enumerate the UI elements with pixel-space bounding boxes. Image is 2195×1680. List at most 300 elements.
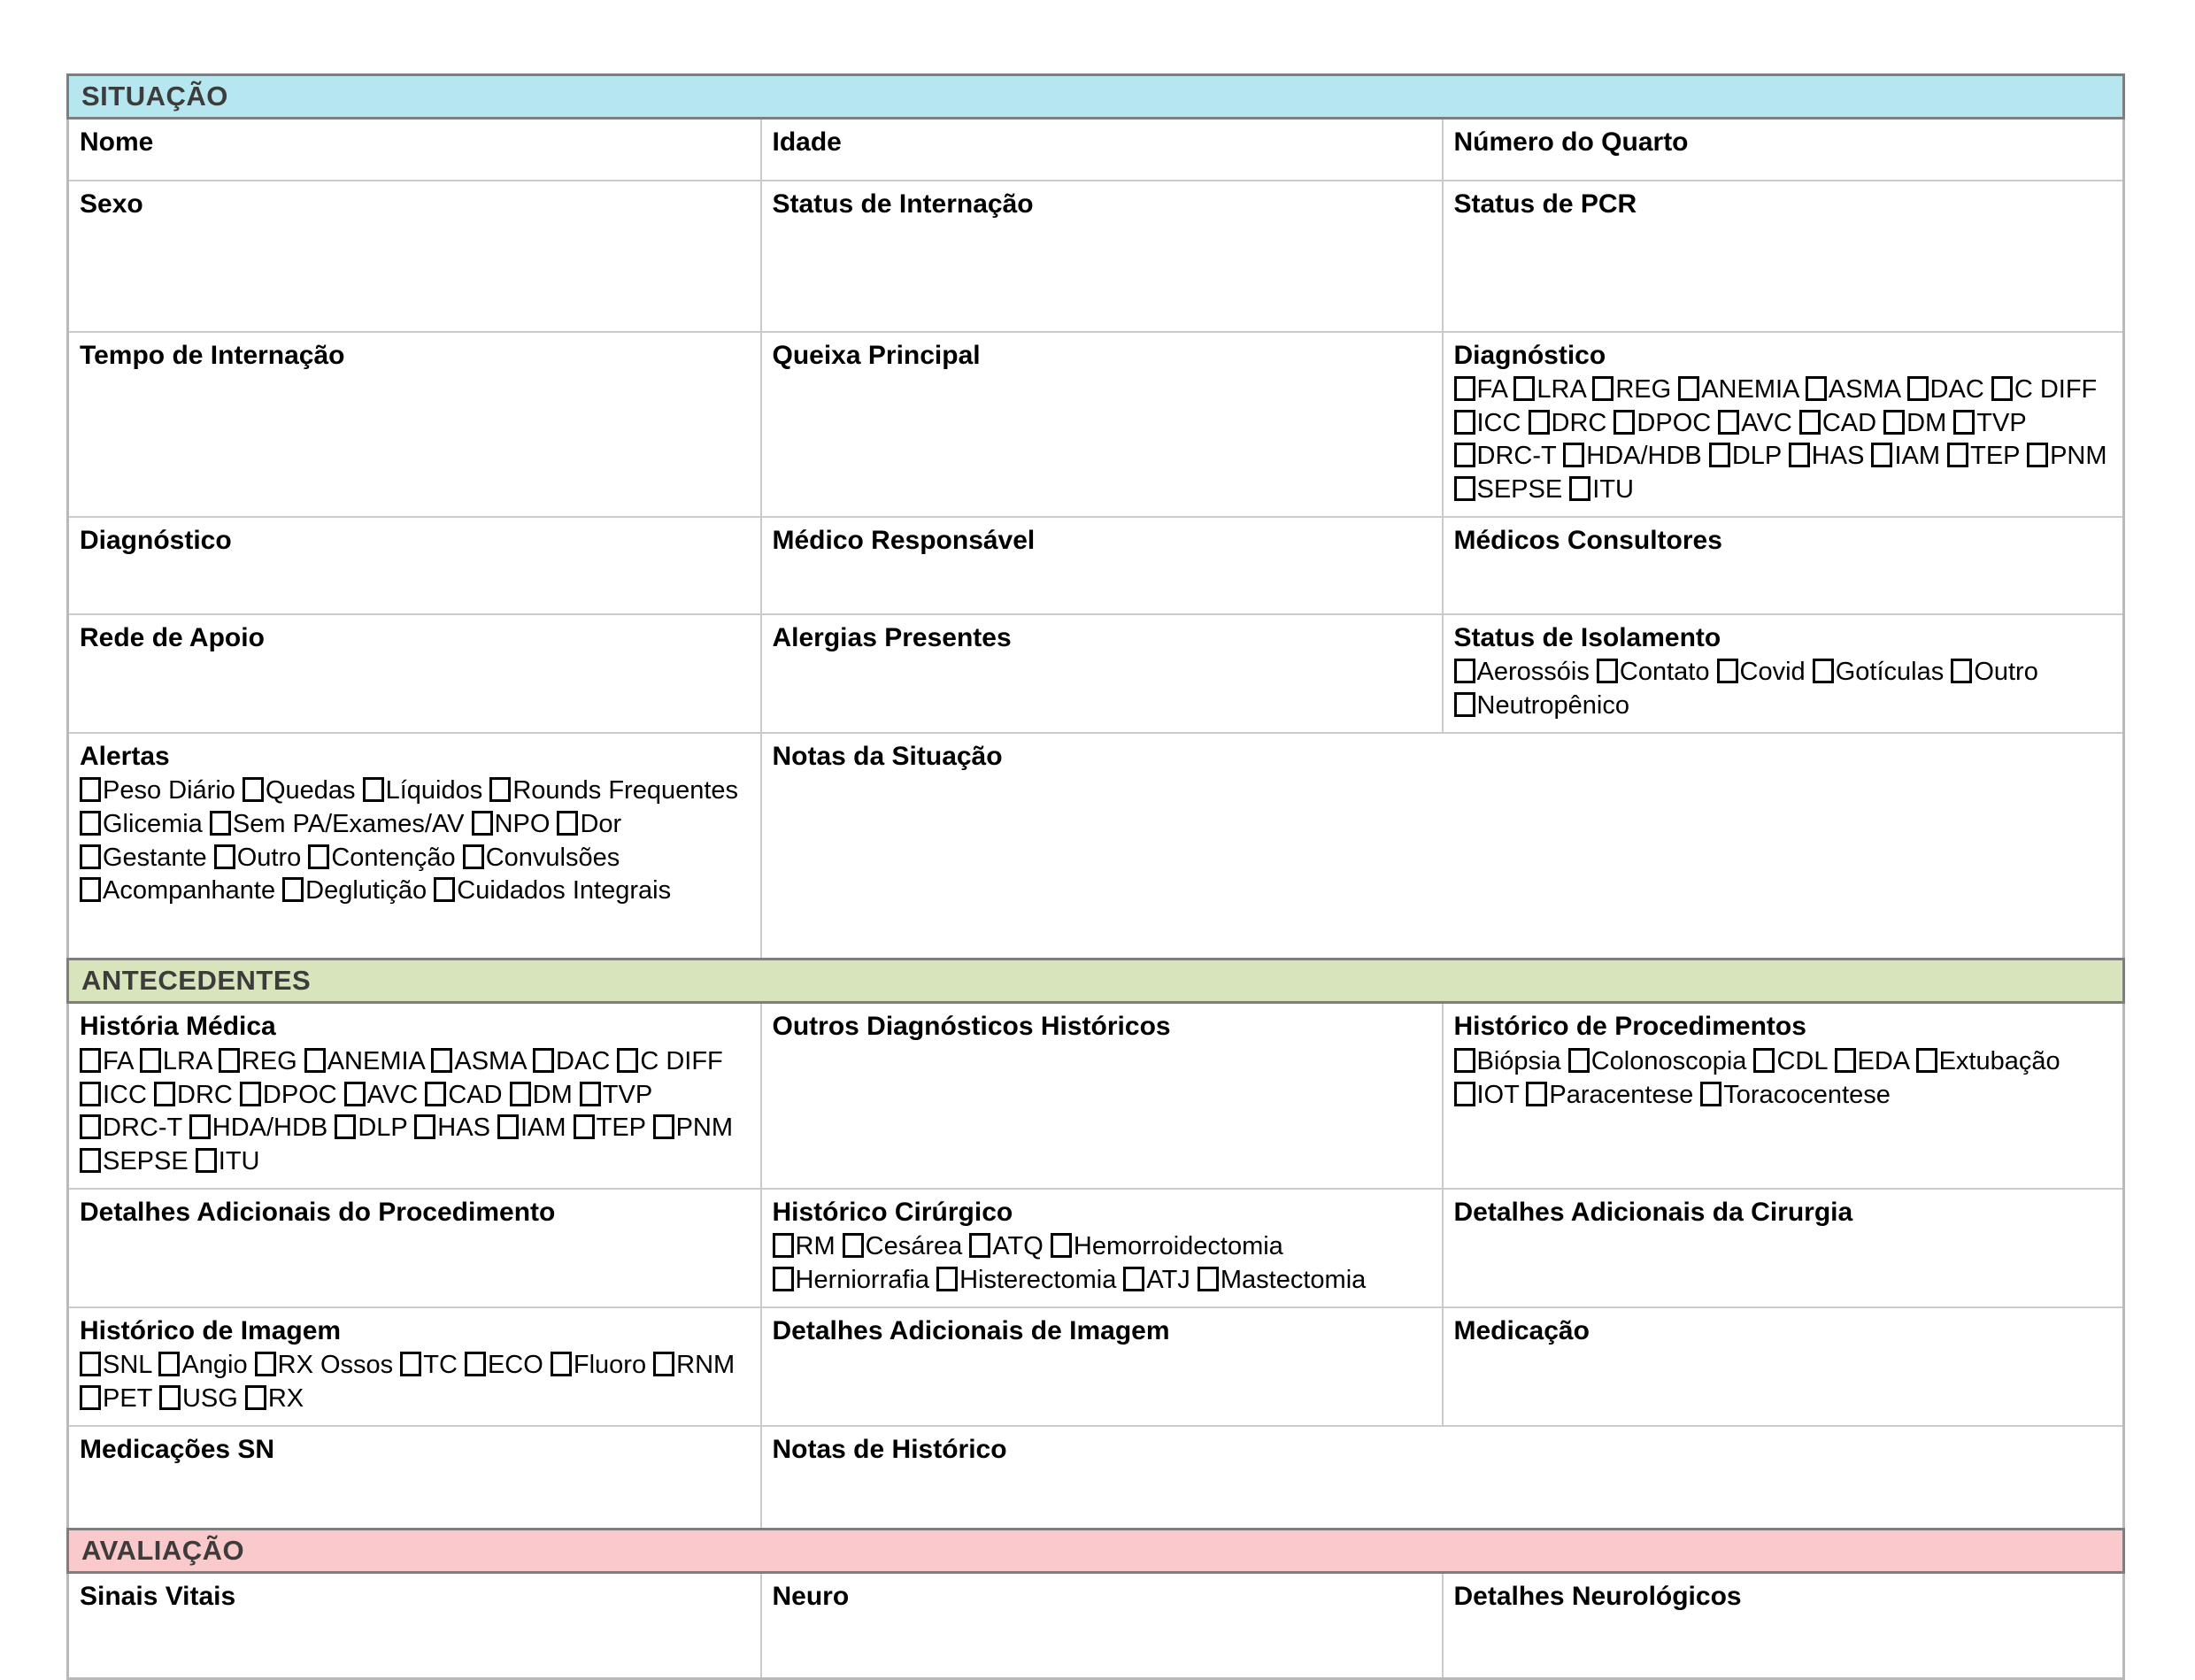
checkbox-icon[interactable] <box>1529 410 1550 435</box>
field-label: Notas de Histórico <box>772 1434 1007 1464</box>
checkbox-icon[interactable] <box>335 1114 356 1139</box>
checkbox-label: Peso Diário <box>103 776 235 805</box>
checkbox-label: Outro <box>1974 658 2038 687</box>
checkbox-option[interactable] <box>434 876 671 905</box>
field-label: Sinais Vitais <box>80 1582 236 1612</box>
checkbox-label: ASMA <box>454 1046 526 1075</box>
checkbox-option[interactable] <box>1806 375 1900 404</box>
checkbox-option[interactable] <box>472 810 551 838</box>
checkbox-label: DM <box>532 1080 573 1109</box>
checkbox-label: DLP <box>1731 442 1782 471</box>
checkbox-label: Fluoro <box>573 1351 647 1380</box>
cell-diagnostico[interactable] <box>68 517 761 614</box>
checkbox-label: Paracentese <box>1549 1080 1694 1109</box>
checkbox-icon[interactable] <box>1947 443 1968 467</box>
checkbox-option[interactable] <box>1569 475 1634 504</box>
checkbox-option[interactable] <box>414 1114 490 1142</box>
checkbox-icon[interactable] <box>1454 376 1475 401</box>
checkbox-icon[interactable] <box>80 1385 101 1410</box>
checkbox-icon[interactable] <box>653 1352 674 1376</box>
checkbox-option[interactable] <box>159 1384 238 1413</box>
checkbox-option[interactable] <box>1883 409 1946 437</box>
field-label: Status de Isolamento <box>1453 622 1721 652</box>
checkbox-icon[interactable] <box>1813 659 1834 683</box>
field-label: Status de Internação <box>772 189 1034 219</box>
checkbox-option[interactable] <box>335 1114 407 1142</box>
checkbox-label: AVC <box>366 1080 419 1109</box>
checkbox-option[interactable] <box>1526 1081 1693 1109</box>
checkbox-icon[interactable] <box>400 1352 421 1376</box>
checkbox-label: LRA <box>1536 375 1586 405</box>
checkbox-icon[interactable] <box>1454 410 1475 435</box>
field-label: Detalhes Adicionais de Imagem <box>772 1315 1170 1345</box>
checkbox-label: Dor <box>580 810 622 839</box>
checkbox-option[interactable] <box>1592 375 1671 404</box>
checkbox-label: Gestante <box>103 843 207 872</box>
cell-alertas[interactable] <box>68 733 761 959</box>
checkbox-option[interactable] <box>344 1081 418 1109</box>
cell-diagnostico-checklist[interactable] <box>1443 332 2124 517</box>
checkbox-icon[interactable] <box>551 1352 572 1376</box>
checkbox-option[interactable] <box>580 1081 652 1109</box>
checkbox-option[interactable] <box>1454 1081 1520 1109</box>
checkbox-option[interactable] <box>1753 1047 1827 1075</box>
checkbox-option[interactable] <box>196 1147 260 1175</box>
checkbox-label: RNM <box>676 1351 736 1380</box>
checkbox-option[interactable] <box>1991 375 2097 404</box>
checkbox-label: ITU <box>1592 475 1634 505</box>
checkbox-option[interactable] <box>80 844 207 872</box>
cell-outros-diagnosticos-historicos[interactable] <box>761 1003 1443 1189</box>
field-label: Número do Quarto <box>1453 127 1689 157</box>
cell-nome[interactable] <box>68 119 761 181</box>
cell-notas-situacao[interactable] <box>761 733 2124 959</box>
checkbox-option[interactable] <box>80 810 203 838</box>
field-label: Queixa Principal <box>772 340 981 370</box>
checkbox-icon[interactable] <box>240 1082 261 1106</box>
checkbox-icon[interactable] <box>1907 376 1929 401</box>
checkbox-icon[interactable] <box>1709 443 1730 467</box>
checkbox-option[interactable] <box>304 1047 425 1075</box>
checkbox-icon[interactable] <box>463 844 484 869</box>
cell-detalhes-neurologicos[interactable] <box>1443 1573 2124 1679</box>
checkbox-option[interactable] <box>425 1081 502 1109</box>
checkbox-icon[interactable] <box>414 1114 435 1139</box>
checkbox-icon[interactable] <box>1883 410 1905 435</box>
checkbox-label: Quedas <box>265 776 356 805</box>
checkbox-list <box>1454 656 2113 722</box>
checkbox-icon[interactable] <box>434 877 455 902</box>
checkbox-icon[interactable] <box>1753 1048 1775 1073</box>
checkbox-icon[interactable] <box>1991 376 2013 401</box>
checkbox-label: ANEMIA <box>327 1046 425 1075</box>
field-label: Detalhes Adicionais do Procedimento <box>80 1197 556 1227</box>
checkbox-label: DPOC <box>262 1080 337 1109</box>
checkbox-icon[interactable] <box>1051 1233 1072 1258</box>
checkbox-option[interactable] <box>574 1114 646 1142</box>
checkbox-option[interactable] <box>282 876 427 905</box>
checkbox-label: ATQ <box>992 1232 1044 1261</box>
checkbox-icon[interactable] <box>344 1082 366 1106</box>
checkbox-option[interactable] <box>1916 1047 2060 1075</box>
checkbox-icon[interactable] <box>159 1385 181 1410</box>
checkbox-icon[interactable] <box>1718 410 1739 435</box>
checkbox-icon[interactable] <box>1951 659 1972 683</box>
checkbox-label: DAC <box>556 1046 611 1075</box>
checkbox-label: DPOC <box>1637 408 1712 437</box>
checkbox-icon[interactable] <box>472 811 493 836</box>
checkbox-option[interactable] <box>1123 1266 1190 1294</box>
cell-historico-procedimentos[interactable] <box>1443 1003 2124 1189</box>
cell-neuro[interactable] <box>761 1573 1443 1679</box>
checkbox-option[interactable] <box>969 1232 1043 1260</box>
checkbox-icon[interactable] <box>80 1114 101 1139</box>
checkbox-label: C DIFF <box>640 1046 723 1075</box>
field-label: Notas da Situação <box>772 741 1003 771</box>
cell-detalhes-procedimento[interactable] <box>68 1189 761 1307</box>
cell-historico-cirurgico[interactable] <box>761 1189 1443 1307</box>
checkbox-icon[interactable] <box>219 1048 240 1073</box>
checkbox-label: ATJ <box>1146 1265 1190 1294</box>
checkbox-icon[interactable] <box>1198 1267 1219 1291</box>
checkbox-option[interactable] <box>465 1351 543 1379</box>
checkbox-option[interactable] <box>1568 1047 1747 1075</box>
checkbox-icon[interactable] <box>80 1148 101 1173</box>
checkbox-icon[interactable] <box>425 1082 446 1106</box>
checkbox-icon[interactable] <box>1454 659 1475 683</box>
checkbox-option[interactable] <box>463 844 620 872</box>
checkbox-option[interactable] <box>1717 658 1806 686</box>
checkbox-label: ASMA <box>1828 375 1900 405</box>
checkbox-icon[interactable] <box>80 877 101 902</box>
field-label: Status de PCR <box>1453 189 1637 219</box>
checkbox-icon[interactable] <box>1513 376 1535 401</box>
checkbox-option[interactable] <box>773 1266 930 1294</box>
checkbox-label: USG <box>181 1383 238 1413</box>
checkbox-label: CDL <box>1776 1046 1828 1075</box>
checkbox-option[interactable] <box>557 810 621 838</box>
checkbox-icon[interactable] <box>1806 376 1827 401</box>
checkbox-label: Extubação <box>1938 1046 2060 1075</box>
checkbox-icon[interactable] <box>1835 1048 1856 1073</box>
checkbox-option[interactable] <box>936 1266 1116 1294</box>
checkbox-label: RX <box>267 1383 304 1413</box>
checkbox-option[interactable] <box>214 844 302 872</box>
field-label: Detalhes Neurológicos <box>1453 1582 1742 1612</box>
checkbox-option[interactable] <box>210 810 465 838</box>
checkbox-option[interactable] <box>1454 442 1557 470</box>
checkbox-option[interactable] <box>140 1047 212 1075</box>
checkbox-option[interactable] <box>400 1351 458 1379</box>
checkbox-icon[interactable] <box>1454 1082 1475 1106</box>
field-label: Rede de Apoio <box>80 622 265 652</box>
cell-detalhes-imagem[interactable] <box>761 1307 1443 1426</box>
checkbox-option[interactable] <box>1051 1232 1283 1260</box>
checkbox-icon[interactable] <box>1526 1082 1547 1106</box>
checkbox-icon[interactable] <box>1454 692 1475 717</box>
field-label: Outros Diagnósticos Históricos <box>772 1012 1171 1042</box>
cell-rede-apoio[interactable] <box>68 614 761 733</box>
checkbox-icon[interactable] <box>580 1082 601 1106</box>
cell-sinais-vitais[interactable] <box>68 1573 761 1679</box>
checkbox-label: REG <box>241 1046 297 1075</box>
checkbox-option[interactable] <box>80 1114 182 1142</box>
checkbox-label: REG <box>1615 375 1672 405</box>
checkbox-icon[interactable] <box>1916 1048 1937 1073</box>
checkbox-label: HDA/HDB <box>1586 442 1702 471</box>
checkbox-icon[interactable] <box>1614 410 1635 435</box>
checkbox-icon[interactable] <box>557 811 578 836</box>
cell-detalhes-cirurgia[interactable] <box>1443 1189 2124 1307</box>
checkbox-icon[interactable] <box>489 777 511 802</box>
checkbox-label: SNL <box>103 1351 152 1380</box>
checkbox-icon[interactable] <box>431 1048 452 1073</box>
checkbox-icon[interactable] <box>1597 659 1618 683</box>
checkbox-option[interactable] <box>1907 375 1984 404</box>
checkbox-icon[interactable] <box>1871 443 1892 467</box>
cell-sexo[interactable] <box>68 181 761 332</box>
checkbox-icon[interactable] <box>196 1148 217 1173</box>
checkbox-icon[interactable] <box>1678 376 1699 401</box>
checkbox-icon[interactable] <box>1454 476 1475 501</box>
checkbox-icon[interactable] <box>1563 443 1584 467</box>
checkbox-icon[interactable] <box>510 1082 531 1106</box>
checkbox-label: Mastectomia <box>1220 1265 1367 1294</box>
field-label: Medicações SN <box>80 1434 275 1464</box>
cell-medico-responsavel[interactable] <box>761 517 1443 614</box>
cell-historia-medica[interactable] <box>68 1003 761 1189</box>
checkbox-option[interactable] <box>1953 409 2026 437</box>
cell-medicos-consultores[interactable] <box>1443 517 2124 614</box>
checkbox-label: TC <box>423 1351 458 1380</box>
checkbox-option[interactable] <box>80 1384 152 1413</box>
checkbox-option[interactable] <box>1799 409 1876 437</box>
checkbox-label: IAM <box>520 1114 566 1143</box>
cell-status-isolamento[interactable] <box>1443 614 2124 733</box>
checkbox-icon[interactable] <box>80 1352 101 1376</box>
checkbox-label: TVP <box>1976 408 2027 437</box>
checkbox-icon[interactable] <box>80 777 101 802</box>
checkbox-icon[interactable] <box>80 1048 101 1073</box>
checkbox-icon[interactable] <box>465 1352 486 1376</box>
checkbox-option[interactable] <box>154 1081 233 1109</box>
checkbox-icon[interactable] <box>214 844 235 869</box>
checkbox-list <box>1454 374 2113 507</box>
checkbox-label: ITU <box>218 1146 260 1175</box>
checkbox-option[interactable] <box>1454 691 1630 720</box>
field-label: Médico Responsável <box>772 525 1036 555</box>
checkbox-icon[interactable] <box>1953 410 1975 435</box>
checkbox-option[interactable] <box>2027 442 2106 470</box>
checkbox-option[interactable] <box>80 876 275 905</box>
checkbox-label: Outro <box>236 843 302 872</box>
checkbox-option[interactable] <box>1454 475 1563 504</box>
checkbox-label: Hemorroidectomia <box>1073 1232 1283 1261</box>
cell-status-internacao[interactable] <box>761 181 1443 332</box>
checkbox-option[interactable] <box>1947 442 2020 470</box>
checkbox-option[interactable] <box>1563 442 1702 470</box>
checkbox-icon[interactable] <box>843 1233 864 1258</box>
checkbox-option[interactable] <box>1700 1081 1891 1109</box>
checkbox-option[interactable] <box>245 1384 304 1413</box>
checkbox-option[interactable] <box>1678 375 1798 404</box>
field-label: Idade <box>772 127 842 157</box>
checkbox-label: Aerossóis <box>1476 658 1590 687</box>
checkbox-option[interactable] <box>551 1351 646 1379</box>
checkbox-icon[interactable] <box>140 1048 161 1073</box>
checkbox-option[interactable] <box>1454 409 1521 437</box>
checkbox-icon[interactable] <box>1569 476 1590 501</box>
checkbox-option[interactable] <box>80 1081 147 1109</box>
cell-status-pcr[interactable] <box>1443 181 2124 332</box>
checkbox-option[interactable] <box>308 844 455 872</box>
checkbox-icon[interactable] <box>80 1082 101 1106</box>
checkbox-icon[interactable] <box>1568 1048 1590 1073</box>
checkbox-label: DM <box>1906 408 1947 437</box>
checkbox-icon[interactable] <box>1789 443 1810 467</box>
checkbox-icon[interactable] <box>80 844 101 869</box>
cell-alergias-presentes[interactable] <box>761 614 1443 733</box>
checkbox-option[interactable] <box>1813 658 1945 686</box>
checkbox-option[interactable] <box>243 776 356 805</box>
checkbox-label: TVP <box>602 1080 652 1109</box>
field-label: Histórico Cirúrgico <box>772 1197 1013 1227</box>
checkbox-option[interactable] <box>1718 409 1791 437</box>
checkbox-icon[interactable] <box>154 1082 175 1106</box>
checkbox-option[interactable] <box>189 1114 328 1142</box>
checkbox-label: DRC-T <box>103 1114 182 1143</box>
checkbox-icon[interactable] <box>255 1352 276 1376</box>
checkbox-icon[interactable] <box>1592 376 1614 401</box>
checkbox-option[interactable] <box>158 1351 247 1379</box>
checkbox-icon[interactable] <box>773 1267 794 1291</box>
checkbox-label: IAM <box>1894 442 1941 471</box>
cell-medicacoes-sn[interactable] <box>68 1426 761 1530</box>
checkbox-icon[interactable] <box>1123 1267 1144 1291</box>
checkbox-option[interactable] <box>1513 375 1585 404</box>
checkbox-icon[interactable] <box>936 1267 958 1291</box>
cell-notas-historico[interactable] <box>761 1426 2124 1530</box>
checkbox-option[interactable] <box>80 1351 151 1379</box>
field-label: Médicos Consultores <box>1453 525 1722 555</box>
field-label: Histórico de Procedimentos <box>1453 1012 1806 1042</box>
checkbox-option[interactable] <box>1835 1047 1909 1075</box>
field-label: Medicação <box>1453 1315 1590 1345</box>
checkbox-option[interactable] <box>1951 658 2038 686</box>
checkbox-icon[interactable] <box>773 1233 794 1258</box>
checkbox-option[interactable] <box>617 1047 722 1075</box>
checkbox-option[interactable] <box>653 1114 733 1142</box>
checkbox-label: DRC <box>177 1080 233 1109</box>
checkbox-icon[interactable] <box>574 1114 595 1139</box>
checkbox-label: TEP <box>596 1114 646 1143</box>
checkbox-icon[interactable] <box>653 1114 674 1139</box>
checkbox-option[interactable] <box>1709 442 1782 470</box>
checkbox-label: LRA <box>162 1046 212 1075</box>
checkbox-option[interactable] <box>1871 442 1940 470</box>
checkbox-option[interactable] <box>80 1047 133 1075</box>
checkbox-icon[interactable] <box>243 777 264 802</box>
checkbox-option[interactable] <box>240 1081 337 1109</box>
checkbox-option[interactable] <box>497 1114 566 1142</box>
cell-historico-imagem[interactable] <box>68 1307 761 1426</box>
checkbox-icon[interactable] <box>497 1114 519 1139</box>
cell-tempo-internacao[interactable] <box>68 332 761 517</box>
checkbox-label: Glicemia <box>103 810 203 839</box>
checkbox-option[interactable] <box>363 776 483 805</box>
checkbox-option[interactable] <box>431 1047 526 1075</box>
cell-idade[interactable] <box>761 119 1443 181</box>
checkbox-option[interactable] <box>773 1232 836 1260</box>
checkbox-icon[interactable] <box>308 844 329 869</box>
checkbox-option[interactable] <box>533 1047 610 1075</box>
checkbox-option[interactable] <box>255 1351 394 1379</box>
checkbox-option[interactable] <box>80 1147 189 1175</box>
checkbox-label: TEP <box>1970 442 2020 471</box>
checkbox-icon[interactable] <box>617 1048 638 1073</box>
checkbox-option[interactable] <box>489 776 738 805</box>
cell-queixa-principal[interactable] <box>761 332 1443 517</box>
checkbox-icon[interactable] <box>304 1048 326 1073</box>
checkbox-label: DLP <box>358 1114 408 1143</box>
checkbox-option[interactable] <box>1614 409 1711 437</box>
section-header-situacao <box>68 75 2124 119</box>
checkbox-label: PET <box>103 1383 152 1413</box>
checkbox-option[interactable] <box>1597 658 1710 686</box>
checkbox-label: Gotículas <box>1835 658 1945 687</box>
checkbox-label: Biópsia <box>1476 1046 1561 1075</box>
checkbox-option[interactable] <box>80 776 235 805</box>
field-label: História Médica <box>80 1012 276 1042</box>
checkbox-icon[interactable] <box>158 1352 180 1376</box>
checkbox-icon[interactable] <box>1454 1048 1475 1073</box>
checkbox-icon[interactable] <box>1700 1082 1721 1106</box>
checkbox-label: RM <box>795 1232 836 1261</box>
checkbox-option[interactable] <box>653 1351 735 1379</box>
field-label: Histórico de Imagem <box>80 1315 342 1345</box>
checkbox-icon[interactable] <box>1799 410 1821 435</box>
checkbox-list <box>80 1349 750 1415</box>
checkbox-icon[interactable] <box>245 1385 266 1410</box>
checkbox-icon[interactable] <box>1717 659 1738 683</box>
checkbox-list <box>80 1045 750 1179</box>
checkbox-option[interactable] <box>843 1232 963 1260</box>
checkbox-icon[interactable] <box>969 1233 990 1258</box>
checkbox-option[interactable] <box>1454 375 1507 404</box>
checkbox-icon[interactable] <box>533 1048 554 1073</box>
checkbox-icon[interactable] <box>80 811 101 836</box>
checkbox-option[interactable] <box>510 1081 573 1109</box>
checkbox-option[interactable] <box>1454 658 1590 686</box>
checkbox-option[interactable] <box>1789 442 1865 470</box>
checkbox-option[interactable] <box>1198 1266 1366 1294</box>
section-title-avaliacao: AVALIAÇÃO <box>81 1535 245 1567</box>
cell-numero-do-quarto[interactable] <box>1443 119 2124 181</box>
section-header-antecedentes <box>68 959 2124 1003</box>
checkbox-option[interactable] <box>219 1047 297 1075</box>
checkbox-icon[interactable] <box>189 1114 211 1139</box>
checkbox-option[interactable] <box>1454 1047 1561 1075</box>
checkbox-icon[interactable] <box>363 777 384 802</box>
checkbox-label: PNM <box>675 1114 734 1143</box>
checkbox-option[interactable] <box>1529 409 1607 437</box>
checkbox-icon[interactable] <box>282 877 304 902</box>
checkbox-icon[interactable] <box>1454 443 1475 467</box>
checkbox-label: Colonoscopia <box>1590 1046 1747 1075</box>
checkbox-icon[interactable] <box>2027 443 2048 467</box>
cell-medicacao[interactable] <box>1443 1307 2124 1426</box>
checkbox-icon[interactable] <box>210 811 231 836</box>
